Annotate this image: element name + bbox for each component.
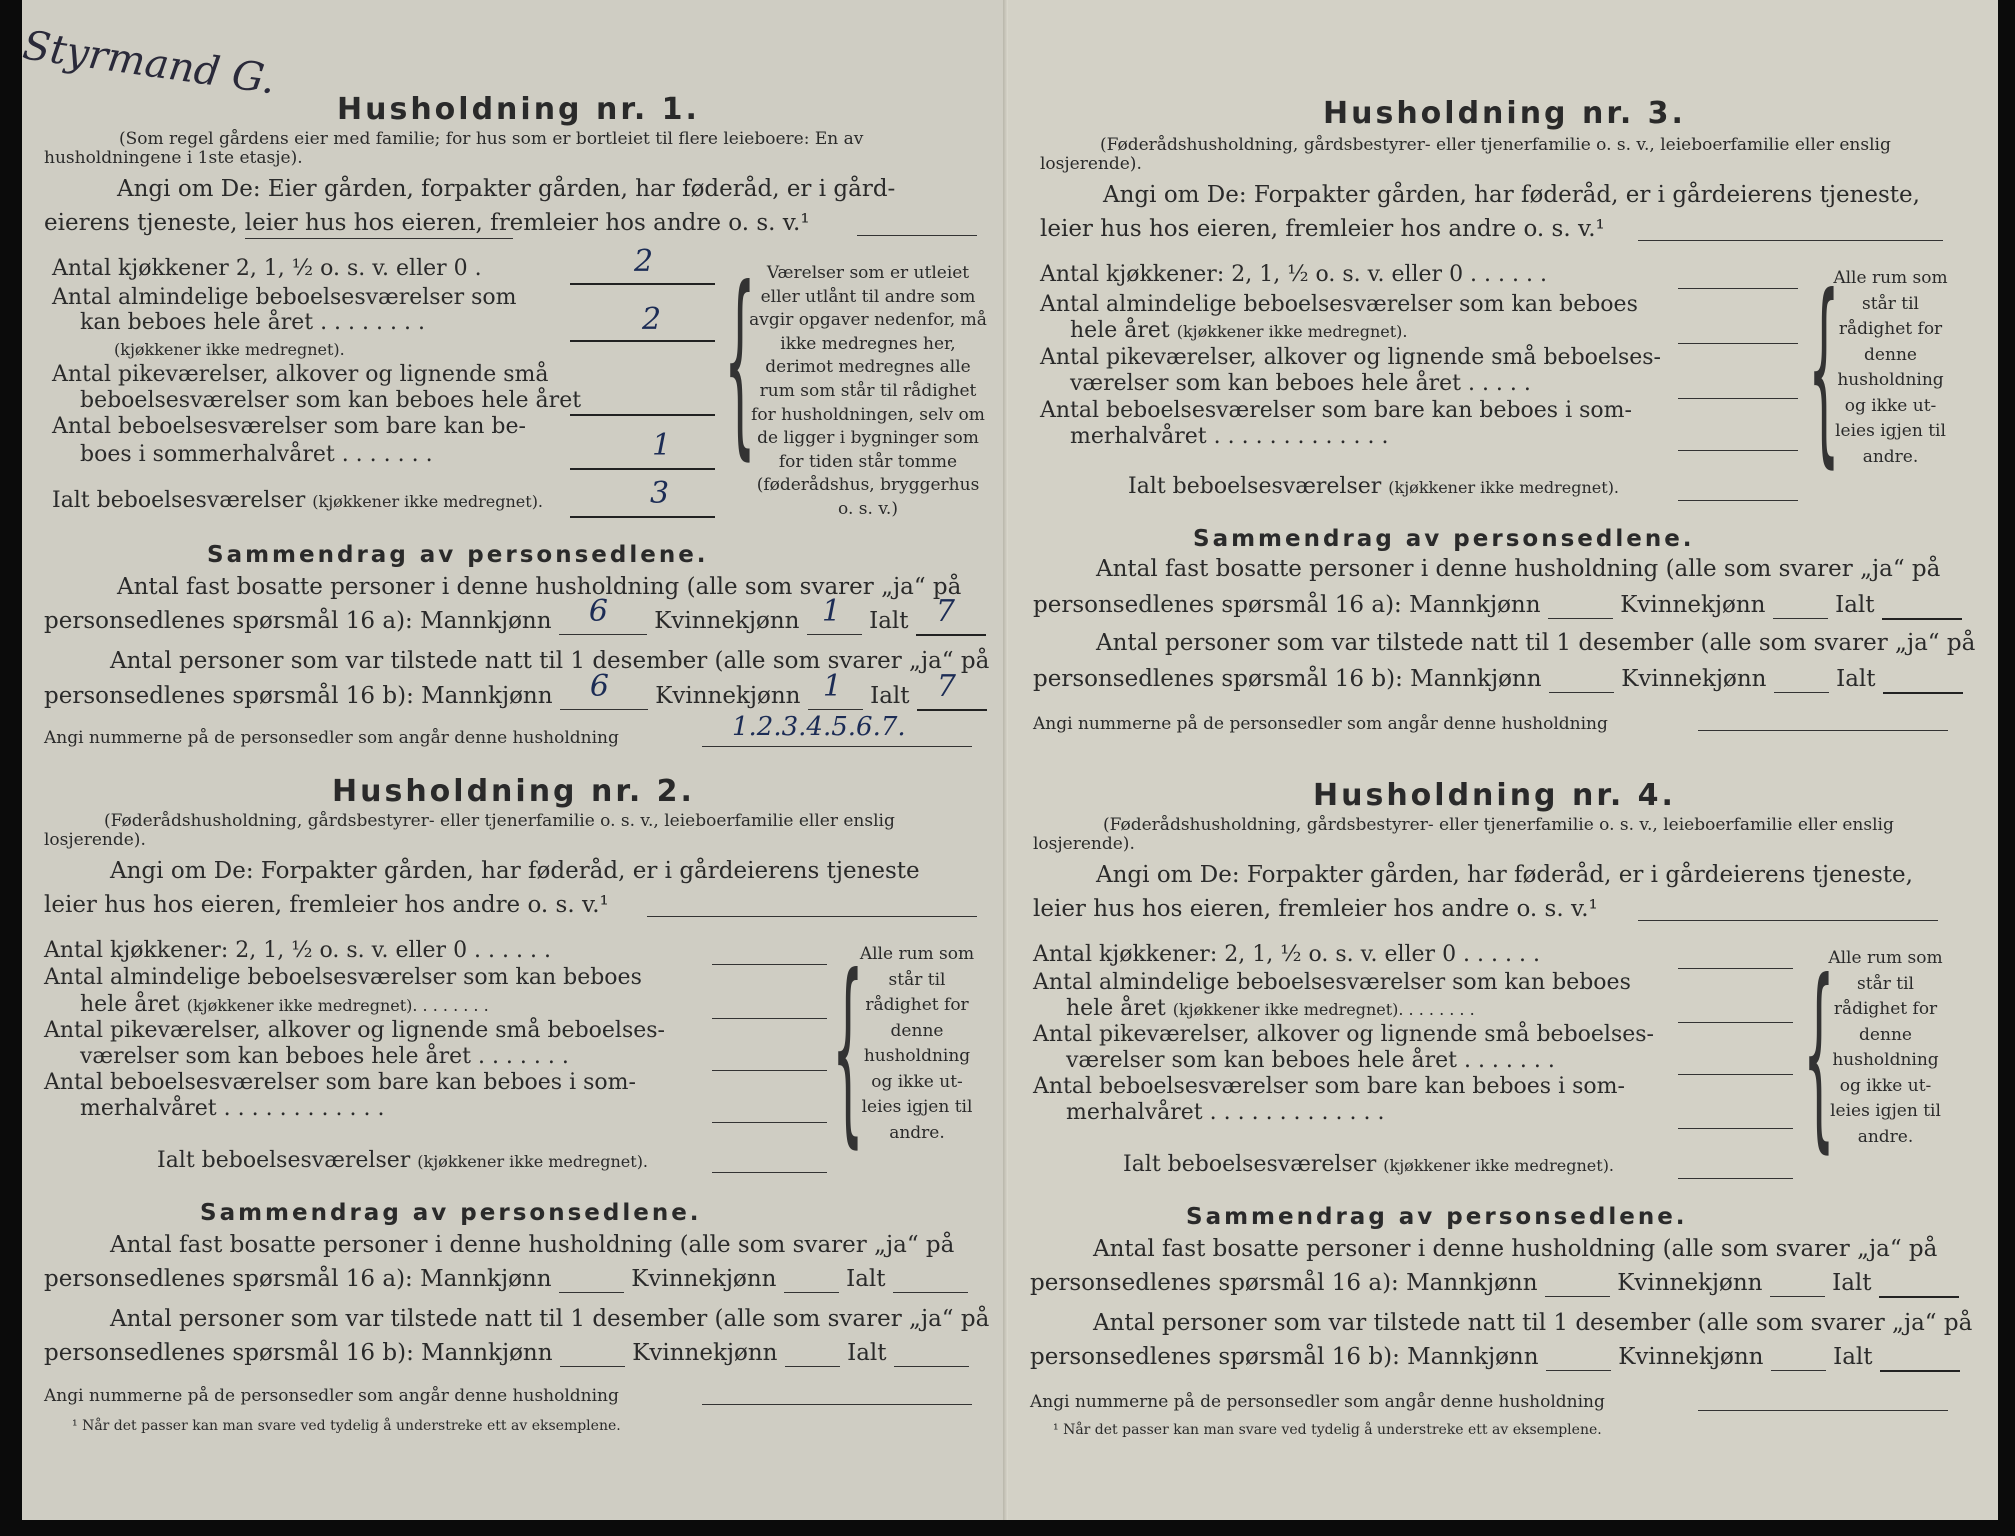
household-1-resident-male-field[interactable]	[559, 594, 647, 635]
household-2-maid-label-2: værelser som kan beboes hele året . . . . . . .	[80, 1044, 569, 1069]
household-1-summer-field[interactable]	[570, 468, 715, 470]
household-4-occupancy-field[interactable]	[1638, 920, 1938, 921]
household-2-resident-total-label: Ialt	[846, 1266, 886, 1292]
household-3-summer-field[interactable]	[1678, 450, 1798, 451]
household-3-resident-line2	[1033, 592, 1962, 620]
household-3-kitchens-field[interactable]	[1678, 288, 1798, 289]
household-4-rooms-field[interactable]	[1678, 1022, 1793, 1023]
household-3-resident-female-field[interactable]	[1773, 592, 1828, 619]
household-4-side-note: Alle rum som står til rådighet for denne husholdning og ikke utleies igjen til andre.	[1828, 948, 1943, 1147]
household-3-rooms-label-2	[1070, 318, 1407, 343]
household-1-rooms-label-1: Antal almindelige beboelsesværelser som	[52, 285, 517, 310]
household-1-summary-title: Sammendrag av personsedlene.	[207, 542, 709, 568]
household-4-question-line1: Angi om De: Forpakter gården, har føderåd, er i gårdeierens tjeneste,	[1096, 862, 1913, 888]
household-4-rooms-note: (kjøkkener ikke medregnet). . . . . . . .	[1172, 1000, 1475, 1019]
household-1-present-line1: Antal personer som var tilstede natt til 1 desember (alle som svarer „ja“ på	[110, 648, 990, 674]
household-3-resident-total-label: Ialt	[1835, 592, 1875, 618]
household-2-rooms-field[interactable]	[712, 1018, 827, 1019]
household-4-rooms-label-1: Antal almindelige beboelsesværelser som kan beboes	[1033, 970, 1631, 995]
household-1-total-value: 3	[650, 476, 670, 511]
household-1-resident-male-value: 6	[588, 594, 608, 629]
household-3-resident-line1: Antal fast bosatte personer i denne husholdning (alle som svarer „ja“ på	[1096, 556, 1941, 582]
household-3-total-field[interactable]	[1678, 500, 1798, 501]
household-3-maid-field[interactable]	[1678, 398, 1798, 399]
household-2-numbers-field[interactable]	[702, 1404, 972, 1405]
household-3-present-female-field[interactable]	[1774, 666, 1829, 693]
household-2-resident-line2-text: personsedlenes spørsmål 16 a): Mannkjønn	[44, 1266, 552, 1292]
household-1-total-note: (kjøkkener ikke medregnet).	[312, 492, 544, 511]
household-4-total-label-text: Ialt beboelsesværelser	[1123, 1152, 1377, 1177]
household-1-summer-value: 1	[652, 428, 672, 463]
household-3-present-male-field[interactable]	[1549, 666, 1614, 693]
household-1-resident-female-value: 1	[821, 594, 841, 629]
household-2-total-note: (kjøkkener ikke medregnet).	[417, 1152, 649, 1171]
household-3-occupancy-field[interactable]	[1638, 240, 1943, 241]
household-2-title: Husholdning nr. 2.	[332, 774, 695, 809]
household-2-brace: {	[832, 933, 864, 1166]
household-4-present-total-label: Ialt	[1833, 1344, 1873, 1370]
household-2-question-line1: Angi om De: Forpakter gården, har føderåd, er i gårdeierens tjeneste	[110, 858, 920, 884]
household-2-numbers-label: Angi nummerne på de personsedler som angår denne husholdning	[44, 1386, 619, 1406]
household-2-present-line1: Antal personer som var tilstede natt til 1 desember (alle som svarer „ja“ på	[110, 1306, 990, 1332]
household-4-total-label	[1123, 1152, 1614, 1177]
household-2-kitchens-label: Antal kjøkkener: 2, 1, ½ o. s. v. eller 0 . . . . . .	[44, 938, 551, 963]
household-4-total-field[interactable]	[1678, 1178, 1793, 1179]
household-1-present-total-field[interactable]	[917, 669, 987, 711]
household-1-rooms-label-2: kan beboes hele året . . . . . . . .	[80, 310, 425, 335]
household-1	[22, 0, 1012, 760]
household-3-intro-note: (Føderådshusholdning, gårdsbestyrer- eller tjenerfamilie o. s. v., leieboerfamilie eller enslig losjerende).	[1040, 135, 1891, 174]
household-1-resident-line2-text: personsedlenes spørsmål 16 a): Mannkjønn	[44, 608, 552, 634]
household-4-resident-female-field[interactable]	[1770, 1270, 1825, 1297]
household-1-present-male-field[interactable]	[560, 669, 648, 710]
household-1-total-label-text: Ialt beboelsesværelser	[52, 488, 306, 513]
household-4-resident-total-label: Ialt	[1832, 1270, 1872, 1296]
household-2-occupancy-field[interactable]	[647, 916, 977, 917]
household-3-present-total-label: Ialt	[1836, 666, 1876, 692]
household-1-summer-label-2: boes i sommerhalvåret . . . . . . .	[80, 442, 433, 467]
household-1-resident-line1: Antal fast bosatte personer i denne husholdning (alle som svarer „ja“ på	[117, 574, 962, 600]
household-3-present-line2	[1033, 666, 1963, 694]
left-page	[22, 0, 1012, 1520]
household-1-question-line2: eierens tjeneste, leier hus hos eieren, fremleier hos andre o. s. v.¹	[44, 210, 810, 236]
household-4-maid-field[interactable]	[1678, 1074, 1793, 1075]
household-1-present-female-value: 1	[822, 669, 842, 704]
household-3-total-label-text: Ialt beboelsesværelser	[1128, 474, 1382, 499]
household-4-numbers-field[interactable]	[1698, 1410, 1948, 1411]
household-3-present-total-field[interactable]	[1883, 666, 1963, 694]
household-2-question-line2: leier hus hos eieren, fremleier hos andre o. s. v.¹	[44, 892, 609, 918]
household-2-maid-field[interactable]	[712, 1070, 827, 1071]
household-1-present-female-label: Kvinnekjønn	[655, 683, 801, 709]
household-3-resident-male-field[interactable]	[1548, 592, 1613, 619]
household-4-summary-title: Sammendrag av personsedlene.	[1186, 1204, 1688, 1230]
household-3-numbers-field[interactable]	[1698, 730, 1948, 731]
household-1-intro-note: (Som regel gårdens eier med familie; for hus som er bortleiet til flere leieboere: En av husholdningene i 1ste etasje).	[44, 129, 864, 168]
household-1-side-note: Værelser som er utleiet eller utlånt til andre som avgir opgaver nedenfor, må ikke medregnes her, derimot medregnes alle rum som står til rådighet for husholdningen, selv om de ligger i bygninger som for tiden står tomme (føderådshus, bryggerhus o. s. v.)	[749, 263, 987, 519]
household-1-title: Husholdning nr. 1.	[337, 92, 700, 127]
household-3-numbers-label: Angi nummerne på de personsedler som angår denne husholdning	[1033, 714, 1608, 734]
right-page	[1008, 0, 1998, 1520]
household-1-rooms-field[interactable]	[570, 340, 715, 342]
household-1-present-line2-text: personsedlenes spørsmål 16 b): Mannkjønn	[44, 683, 553, 709]
household-2-rooms-label-2-text: hele året	[80, 992, 180, 1017]
household-2-kitchens-field[interactable]	[712, 964, 827, 965]
household-4-maid-label-2: værelser som kan beboes hele året . . . . . . .	[1066, 1048, 1555, 1073]
household-4-present-line1: Antal personer som var tilstede natt til 1 desember (alle som svarer „ja“ på	[1093, 1310, 1973, 1336]
household-1-occupancy-underline	[245, 238, 513, 239]
household-2-side-note: Alle rum som står til rådighet for denne husholdning og ikke utleies igjen til andre.	[859, 944, 975, 1143]
household-1-maid-label-2: beboelsesværelser som kan beboes hele året	[80, 388, 582, 413]
household-3-rooms-note: (kjøkkener ikke medregnet).	[1176, 322, 1408, 341]
household-2-present-female-field[interactable]	[785, 1340, 840, 1367]
household-3-question-line2: leier hus hos eieren, fremleier hos andre o. s. v.¹	[1040, 216, 1605, 242]
household-1-numbers-field[interactable]	[702, 746, 972, 747]
household-4-intro-note: (Føderådshusholdning, gårdsbestyrer- eller tjenerfamilie o. s. v., leieboerfamilie eller enslig losjerende).	[1033, 815, 1894, 854]
household-4-kitchens-label: Antal kjøkkener: 2, 1, ½ o. s. v. eller 0 . . . . . .	[1033, 942, 1540, 967]
household-2-present-line2	[44, 1340, 969, 1367]
household-2-summer-label-1: Antal beboelsesværelser som bare kan beboes i som-	[44, 1070, 636, 1095]
household-4-present-line2-text: personsedlenes spørsmål 16 b): Mannkjønn	[1030, 1344, 1539, 1370]
household-1-resident-total-value: 7	[935, 594, 955, 629]
household-1-total-field[interactable]	[570, 516, 715, 518]
household-3-summer-label-2: merhalvåret . . . . . . . . . . . . .	[1070, 424, 1389, 449]
household-1-present-female-field[interactable]	[808, 669, 863, 710]
household-1-resident-total-field[interactable]	[916, 594, 986, 636]
household-3-title: Husholdning nr. 3.	[1323, 96, 1686, 131]
household-3-present-line2-text: personsedlenes spørsmål 16 b): Mannkjønn	[1033, 666, 1542, 692]
household-1-present-total-label: Ialt	[870, 683, 910, 709]
household-2-maid-label-1: Antal pikeværelser, alkover og lignende små beboelses-	[44, 1018, 665, 1043]
household-4-title: Husholdning nr. 4.	[1313, 778, 1676, 813]
household-3-resident-total-field[interactable]	[1882, 592, 1962, 620]
household-4-summer-label-1: Antal beboelsesværelser som bare kan beboes i som-	[1033, 1074, 1625, 1099]
household-2-present-line2-text: personsedlenes spørsmål 16 b): Mannkjønn	[44, 1340, 553, 1366]
household-4-resident-line2-text: personsedlenes spørsmål 16 a): Mannkjønn	[1030, 1270, 1538, 1296]
household-2	[22, 760, 1012, 1520]
household-1-resident-total-label: Ialt	[869, 608, 909, 634]
household-4-present-female-field[interactable]	[1771, 1344, 1826, 1371]
household-3-total-note: (kjøkkener ikke medregnet).	[1388, 478, 1620, 497]
household-3-rooms-label-2-text: hele året	[1070, 318, 1170, 343]
household-4-maid-label-1: Antal pikeværelser, alkover og lignende små beboelses-	[1033, 1022, 1654, 1047]
household-4-resident-line2	[1030, 1270, 1959, 1298]
household-1-numbers-value: 1.2.3.4.5.6.7.	[732, 712, 906, 742]
household-2-present-total-label: Ialt	[847, 1340, 887, 1366]
household-2-summary-title: Sammendrag av personsedlene.	[200, 1200, 702, 1226]
household-2-resident-line1: Antal fast bosatte personer i denne husholdning (alle som svarer „ja“ på	[110, 1232, 955, 1258]
household-4-resident-female-label: Kvinnekjønn	[1617, 1270, 1763, 1296]
household-4	[1008, 760, 1998, 1520]
household-3-rooms-field[interactable]	[1678, 343, 1798, 344]
household-4-resident-line1: Antal fast bosatte personer i denne husholdning (alle som svarer „ja“ på	[1093, 1236, 1938, 1262]
household-4-present-line2	[1030, 1344, 1960, 1372]
household-3-maid-label-1: Antal pikeværelser, alkover og lignende små beboelses-	[1040, 345, 1661, 370]
household-4-numbers-label: Angi nummerne på de personsedler som angår denne husholdning	[1030, 1392, 1605, 1412]
household-1-present-line2	[44, 669, 987, 711]
household-2-rooms-label-2	[80, 992, 489, 1017]
household-3-maid-label-2: værelser som kan beboes hele året . . . . .	[1070, 371, 1531, 396]
household-2-resident-total-field[interactable]	[893, 1266, 968, 1293]
household-1-maid-label-1: Antal pikeværelser, alkover og lignende små	[52, 362, 549, 387]
household-3-total-label	[1128, 474, 1619, 499]
household-4-present-total-field[interactable]	[1880, 1344, 1960, 1372]
household-4-summer-label-2: merhalvåret . . . . . . . . . . . . .	[1066, 1100, 1385, 1125]
household-1-numbers-label: Angi nummerne på de personsedler som angår denne husholdning	[44, 728, 619, 748]
household-1-brace: {	[724, 245, 756, 478]
household-3-question-line1: Angi om De: Forpakter gården, har føderåd, er i gårdeierens tjeneste,	[1103, 182, 1920, 208]
household-1-total-label	[52, 488, 543, 513]
household-1-occupancy-field[interactable]	[857, 235, 977, 236]
household-2-resident-male-field[interactable]	[559, 1266, 624, 1293]
household-2-present-total-field[interactable]	[894, 1340, 969, 1367]
household-1-resident-female-field[interactable]	[807, 594, 862, 635]
household-2-intro-note: (Føderådshusholdning, gårdsbestyrer- eller tjenerfamilie o. s. v., leieboerfamilie eller enslig losjerende).	[44, 811, 895, 850]
household-1-kitchens-value: 2	[634, 244, 654, 279]
household-1-question-line1: Angi om De: Eier gården, forpakter gården, har føderåd, er i gård-	[117, 176, 896, 202]
household-3	[1008, 0, 1998, 760]
household-4-resident-male-field[interactable]	[1545, 1270, 1610, 1297]
household-4-total-note: (kjøkkener ikke medregnet).	[1383, 1156, 1615, 1175]
household-3-kitchens-label: Antal kjøkkener: 2, 1, ½ o. s. v. eller 0 . . . . . .	[1040, 262, 1547, 287]
household-1-kitchens-field[interactable]	[570, 283, 715, 285]
household-2-resident-female-label: Kvinnekjønn	[631, 1266, 777, 1292]
household-4-present-male-field[interactable]	[1546, 1344, 1611, 1371]
household-3-side-note: Alle rum som står til rådighet for denne husholdning og ikke utleies igjen til andre.	[1833, 268, 1948, 467]
household-1-resident-female-label: Kvinnekjønn	[654, 608, 800, 634]
margin-note: Styrmand G.	[20, 22, 279, 104]
right-footnote: ¹ Når det passer kan man svare ved tydelig å understreke ett av eksemplene.	[1053, 1422, 1602, 1438]
household-2-resident-female-field[interactable]	[784, 1266, 839, 1293]
household-1-present-total-value: 7	[936, 669, 956, 704]
household-2-rooms-note: (kjøkkener ikke medregnet). . . . . . . .	[186, 996, 489, 1015]
household-3-brace: {	[1808, 253, 1840, 486]
household-1-maid-field[interactable]	[570, 414, 715, 416]
household-2-present-female-label: Kvinnekjønn	[632, 1340, 778, 1366]
household-4-rooms-label-2-text: hele året	[1066, 996, 1166, 1021]
household-4-present-female-label: Kvinnekjønn	[1618, 1344, 1764, 1370]
household-3-rooms-label-1: Antal almindelige beboelsesværelser som kan beboes	[1040, 292, 1638, 317]
household-3-resident-line2-text: personsedlenes spørsmål 16 a): Mannkjønn	[1033, 592, 1541, 618]
household-4-kitchens-field[interactable]	[1678, 968, 1793, 969]
household-1-resident-line2	[44, 594, 986, 636]
household-2-total-label-text: Ialt beboelsesværelser	[157, 1148, 411, 1173]
left-footnote: ¹ Når det passer kan man svare ved tydelig å understreke ett av eksemplene.	[72, 1418, 621, 1434]
household-3-present-line1: Antal personer som var tilstede natt til 1 desember (alle som svarer „ja“ på	[1096, 630, 1976, 656]
household-2-resident-line2	[44, 1266, 968, 1293]
household-1-summer-label-1: Antal beboelsesværelser som bare kan be-	[52, 414, 526, 439]
household-2-summer-field[interactable]	[712, 1122, 827, 1123]
household-4-brace: {	[1803, 938, 1835, 1171]
household-4-question-line2: leier hus hos eieren, fremleier hos andre o. s. v.¹	[1033, 896, 1598, 922]
household-4-rooms-label-2	[1066, 996, 1475, 1021]
household-2-total-label	[157, 1148, 648, 1173]
household-3-present-female-label: Kvinnekjønn	[1621, 666, 1767, 692]
household-3-summer-label-1: Antal beboelsesværelser som bare kan beboes i som-	[1040, 398, 1632, 423]
household-3-summary-title: Sammendrag av personsedlene.	[1193, 526, 1695, 552]
household-1-present-male-value: 6	[589, 669, 609, 704]
household-2-present-male-field[interactable]	[560, 1340, 625, 1367]
household-2-total-field[interactable]	[712, 1172, 827, 1173]
household-2-summer-label-2: merhalvåret . . . . . . . . . . . .	[80, 1096, 385, 1121]
household-4-summer-field[interactable]	[1678, 1128, 1793, 1129]
household-4-resident-total-field[interactable]	[1879, 1270, 1959, 1298]
household-1-rooms-note: (kjøkkener ikke medregnet).	[114, 340, 345, 359]
household-3-resident-female-label: Kvinnekjønn	[1620, 592, 1766, 618]
household-2-rooms-label-1: Antal almindelige beboelsesværelser som kan beboes	[44, 965, 642, 990]
household-1-kitchens-label: Antal kjøkkener 2, 1, ½ o. s. v. eller 0 .	[52, 256, 482, 281]
household-1-rooms-value: 2	[642, 302, 662, 337]
